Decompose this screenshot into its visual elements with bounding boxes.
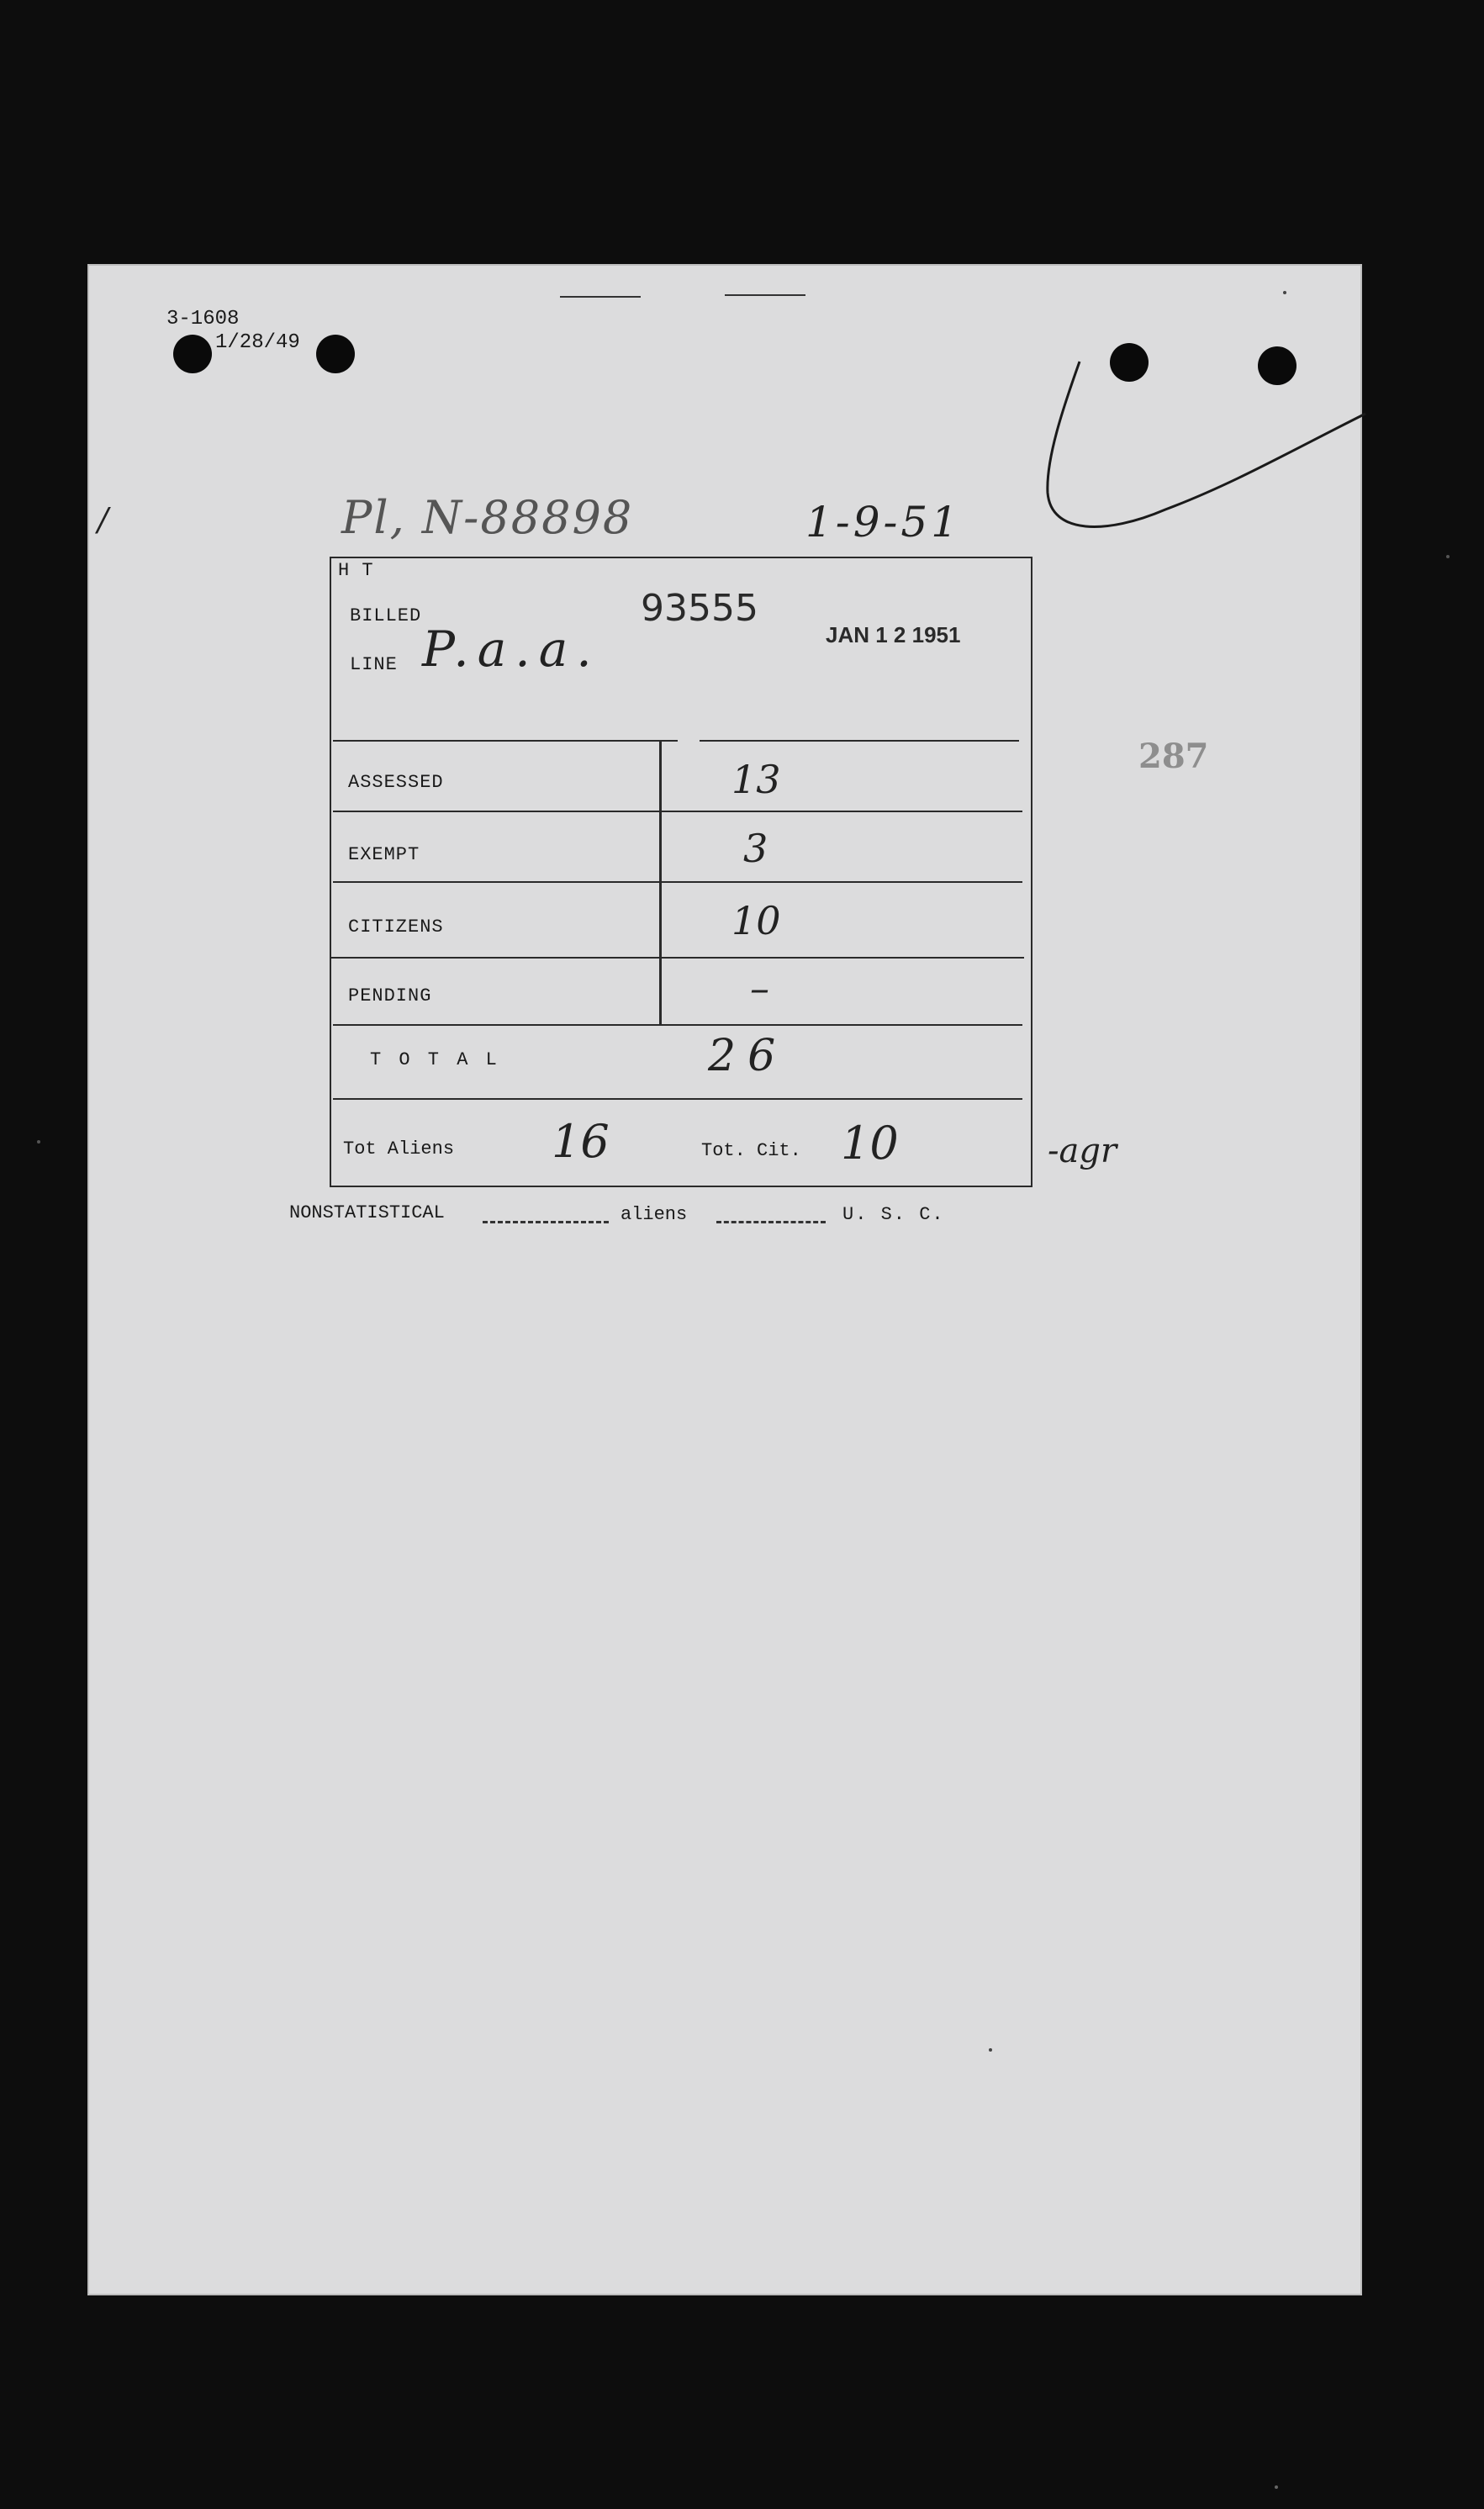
total-value: 26 [708, 1031, 788, 1081]
stamp-date: JAN 1 2 1951 [826, 622, 961, 647]
nonstatistical-blank-1 [483, 1221, 609, 1223]
tot-aliens-value: 16 [552, 1115, 610, 1168]
row-divider-1 [333, 811, 1022, 812]
document-page [89, 266, 1360, 2294]
total-divider [333, 1098, 1022, 1100]
ticket-form [330, 557, 1032, 1187]
divider-top-left [333, 740, 678, 742]
line-label: LINE [350, 654, 398, 675]
handwritten-reference: Pl, N-88898 [341, 491, 634, 544]
speck [1446, 555, 1450, 558]
speck [1275, 2485, 1278, 2489]
speck [989, 2048, 992, 2052]
row-label-citizens: CITIZENS [348, 916, 444, 938]
row-label-assessed: ASSESSED [348, 772, 444, 793]
left-margin-mark: / [98, 501, 108, 538]
handwritten-date: 1-9-51 [805, 498, 962, 547]
nonstatistical-aliens-label: aliens [621, 1204, 688, 1225]
speck [1283, 291, 1286, 294]
punch-hole-2 [316, 335, 355, 373]
form-date: 1/28/49 [215, 331, 300, 354]
row-divider-3 [330, 957, 1024, 959]
tot-aliens-label: Tot Aliens [343, 1138, 455, 1159]
punch-hole-1 [173, 335, 212, 373]
billed-label: BILLED [350, 605, 422, 626]
ticket-number: 93555 [641, 587, 758, 630]
row-value-citizens: 10 [731, 898, 781, 943]
row-divider-4 [333, 1024, 1022, 1026]
tot-cit-label: Tot. Cit. [701, 1140, 801, 1161]
total-label: T O T A L [370, 1049, 500, 1070]
side-number: 287 [1138, 737, 1209, 776]
row-divider-2 [333, 881, 1022, 883]
ht-label: H T [338, 560, 374, 581]
tot-cit-value: 10 [841, 1117, 899, 1170]
nonstatistical-label: NONSTATISTICAL [289, 1202, 445, 1223]
top-mark-1 [560, 296, 641, 298]
row-value-assessed: 13 [731, 757, 781, 802]
speck [37, 1140, 40, 1144]
nonstatistical-usc-label: U. S. C. [842, 1204, 945, 1225]
row-value-pending: – [750, 965, 769, 1011]
divider-top-right [700, 740, 1019, 742]
row-label-exempt: EXEMPT [348, 844, 420, 865]
form-number: 3-1608 [166, 308, 240, 330]
line-value: P.a.a. [422, 621, 600, 678]
nonstatistical-blank-2 [716, 1221, 826, 1223]
top-mark-2 [725, 294, 805, 296]
row-value-exempt: 3 [743, 826, 768, 871]
row-label-pending: PENDING [348, 985, 432, 1006]
check-mark-icon [1039, 358, 1367, 552]
handwritten-initials: -agr [1048, 1132, 1117, 1170]
